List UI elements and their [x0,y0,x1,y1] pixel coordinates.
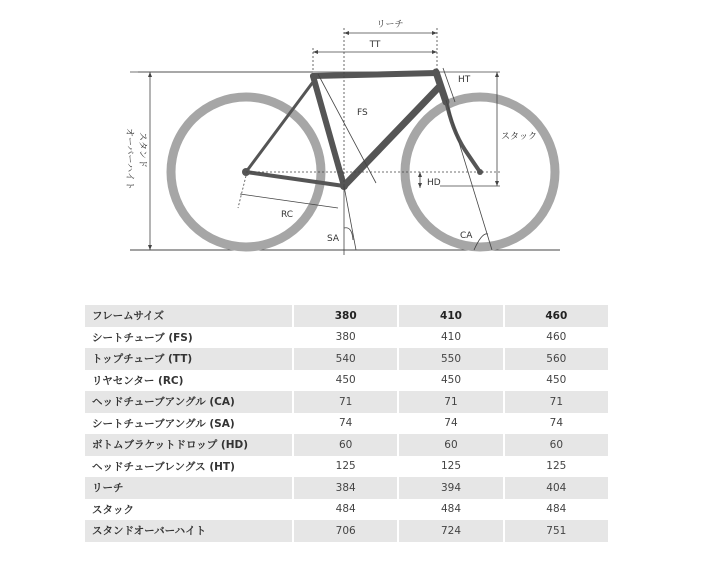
row-value: 484 [503,499,608,521]
fork [446,100,480,172]
label-stack: スタック [501,132,538,142]
table-row [85,348,608,370]
row-value: 74 [292,413,397,435]
row-value: 125 [397,456,502,478]
row-value: 550 [397,348,502,370]
row-label: ヘッドチューブレングス (HT) [85,456,292,478]
label-sa: SA [327,234,340,244]
row-value: 125 [292,456,397,478]
geometry-table-body [85,305,608,542]
label-fs: FS [357,108,368,118]
label-standover-line1: スタンド [137,132,147,169]
label-ca: CA [460,231,473,241]
row-label: スタック [85,499,292,521]
bike-frame [246,72,480,186]
top-tube [313,73,437,76]
table-row [85,499,608,521]
row-value: 384 [292,477,397,499]
table-row [85,477,608,499]
row-value: 450 [292,370,397,392]
row-value: 484 [292,499,397,521]
head-tube [436,72,446,102]
row-value: 751 [503,520,608,542]
row-value: 404 [503,477,608,499]
row-value: 60 [503,434,608,456]
row-value: 706 [292,520,397,542]
row-label: スタンドオーバーハイト [85,520,292,542]
row-label: ヘッドチューブアングル (CA) [85,391,292,413]
row-value: 60 [397,434,502,456]
down-tube [344,86,440,186]
frame-size-value: 380 [292,305,397,327]
table-row [85,391,608,413]
row-value: 450 [503,370,608,392]
frame-size-label: フレームサイズ [85,305,292,327]
frame-size-value: 410 [397,305,502,327]
table-row [85,370,608,392]
table-header-row [85,305,608,327]
row-value: 60 [292,434,397,456]
row-label: リーチ [85,477,292,499]
table-row [85,456,608,478]
row-value: 460 [503,327,608,349]
row-label: ボトムブラケットドロップ (HD) [85,434,292,456]
row-value: 74 [397,413,502,435]
table-row [85,413,608,435]
label-tt: TT [369,40,381,50]
row-value: 71 [292,391,397,413]
row-label: トップチューブ (TT) [85,348,292,370]
row-value: 380 [292,327,397,349]
row-value: 484 [397,499,502,521]
row-value: 394 [397,477,502,499]
row-value: 410 [397,327,502,349]
row-value: 74 [503,413,608,435]
label-reach: リーチ [376,20,404,30]
row-value: 71 [397,391,502,413]
table-row [85,434,608,456]
frame-size-value: 460 [503,305,608,327]
geometry-table [85,305,608,542]
label-ht: HT [458,75,471,85]
row-label: シートチューブ (FS) [85,327,292,349]
table-row [85,327,608,349]
chain-stay [246,172,344,186]
row-label: シートチューブアングル (SA) [85,413,292,435]
row-value: 125 [503,456,608,478]
bike-geometry-diagram [0,0,710,290]
row-value: 560 [503,348,608,370]
row-value: 71 [503,391,608,413]
label-standover-line2: オーバーハイト [124,128,134,191]
table-row [85,520,608,542]
label-rc: RC [281,210,294,220]
label-hd: HD [427,178,441,188]
row-value: 450 [397,370,502,392]
row-label: リヤセンター (RC) [85,370,292,392]
row-value: 540 [292,348,397,370]
row-value: 724 [397,520,502,542]
dimension-arrows [148,31,499,250]
